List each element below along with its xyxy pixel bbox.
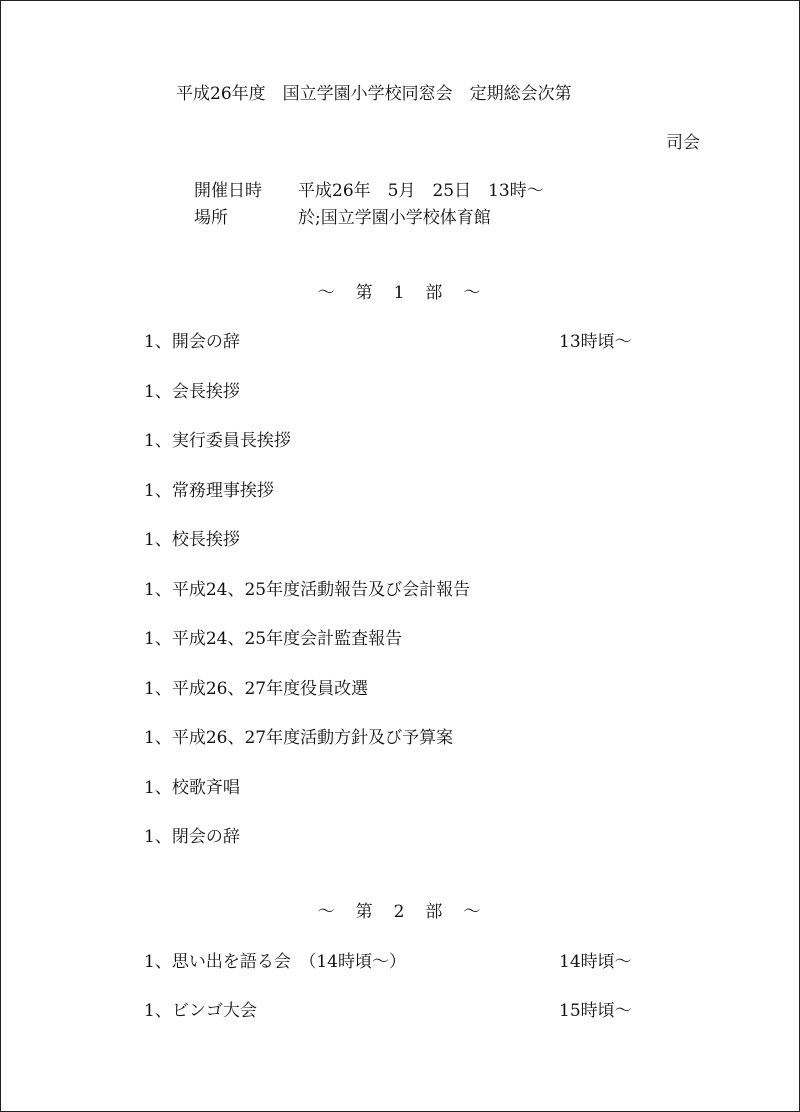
agenda-item: 1、平成26、27年度役員改選 <box>144 679 369 699</box>
date-label: 開催日時 <box>194 181 262 201</box>
agenda-item: 1、思い出を語る会 （14時頃〜） <box>144 952 406 972</box>
part2-heading: 〜 第 2 部 〜 <box>317 902 483 922</box>
mc-label: 司会 <box>666 133 700 153</box>
date-value: 平成26年 5月 25日 13時〜 <box>298 181 544 201</box>
place-value: 於;国立学園小学校体育館 <box>298 208 491 228</box>
part1-heading: 〜 第 1 部 〜 <box>317 283 483 303</box>
place-label: 場所 <box>194 208 228 228</box>
agenda-item: 1、会長挨拶 <box>144 382 240 402</box>
agenda-item: 1、閉会の辞 <box>144 827 240 847</box>
agenda-item: 1、実行委員長挨拶 <box>144 431 291 451</box>
agenda-item: 1、常務理事挨拶 <box>144 481 274 501</box>
document-title: 平成26年度 国立学園小学校同窓会 定期総会次第 <box>176 84 572 104</box>
agenda-time: 13時頃〜 <box>559 332 632 352</box>
agenda-item: 1、平成24、25年度会計監査報告 <box>144 629 403 649</box>
agenda-time: 14時頃〜 <box>559 952 632 972</box>
agenda-item: 1、校歌斉唱 <box>144 778 240 798</box>
agenda-item: 1、校長挨拶 <box>144 530 240 550</box>
agenda-item: 1、平成26、27年度活動方針及び予算案 <box>144 728 454 748</box>
agenda-item: 1、平成24、25年度活動報告及び会計報告 <box>144 580 471 600</box>
agenda-item: 1、ビンゴ大会 <box>144 1001 257 1021</box>
agenda-time: 15時頃〜 <box>559 1001 632 1021</box>
agenda-item: 1、開会の辞 <box>144 332 240 352</box>
